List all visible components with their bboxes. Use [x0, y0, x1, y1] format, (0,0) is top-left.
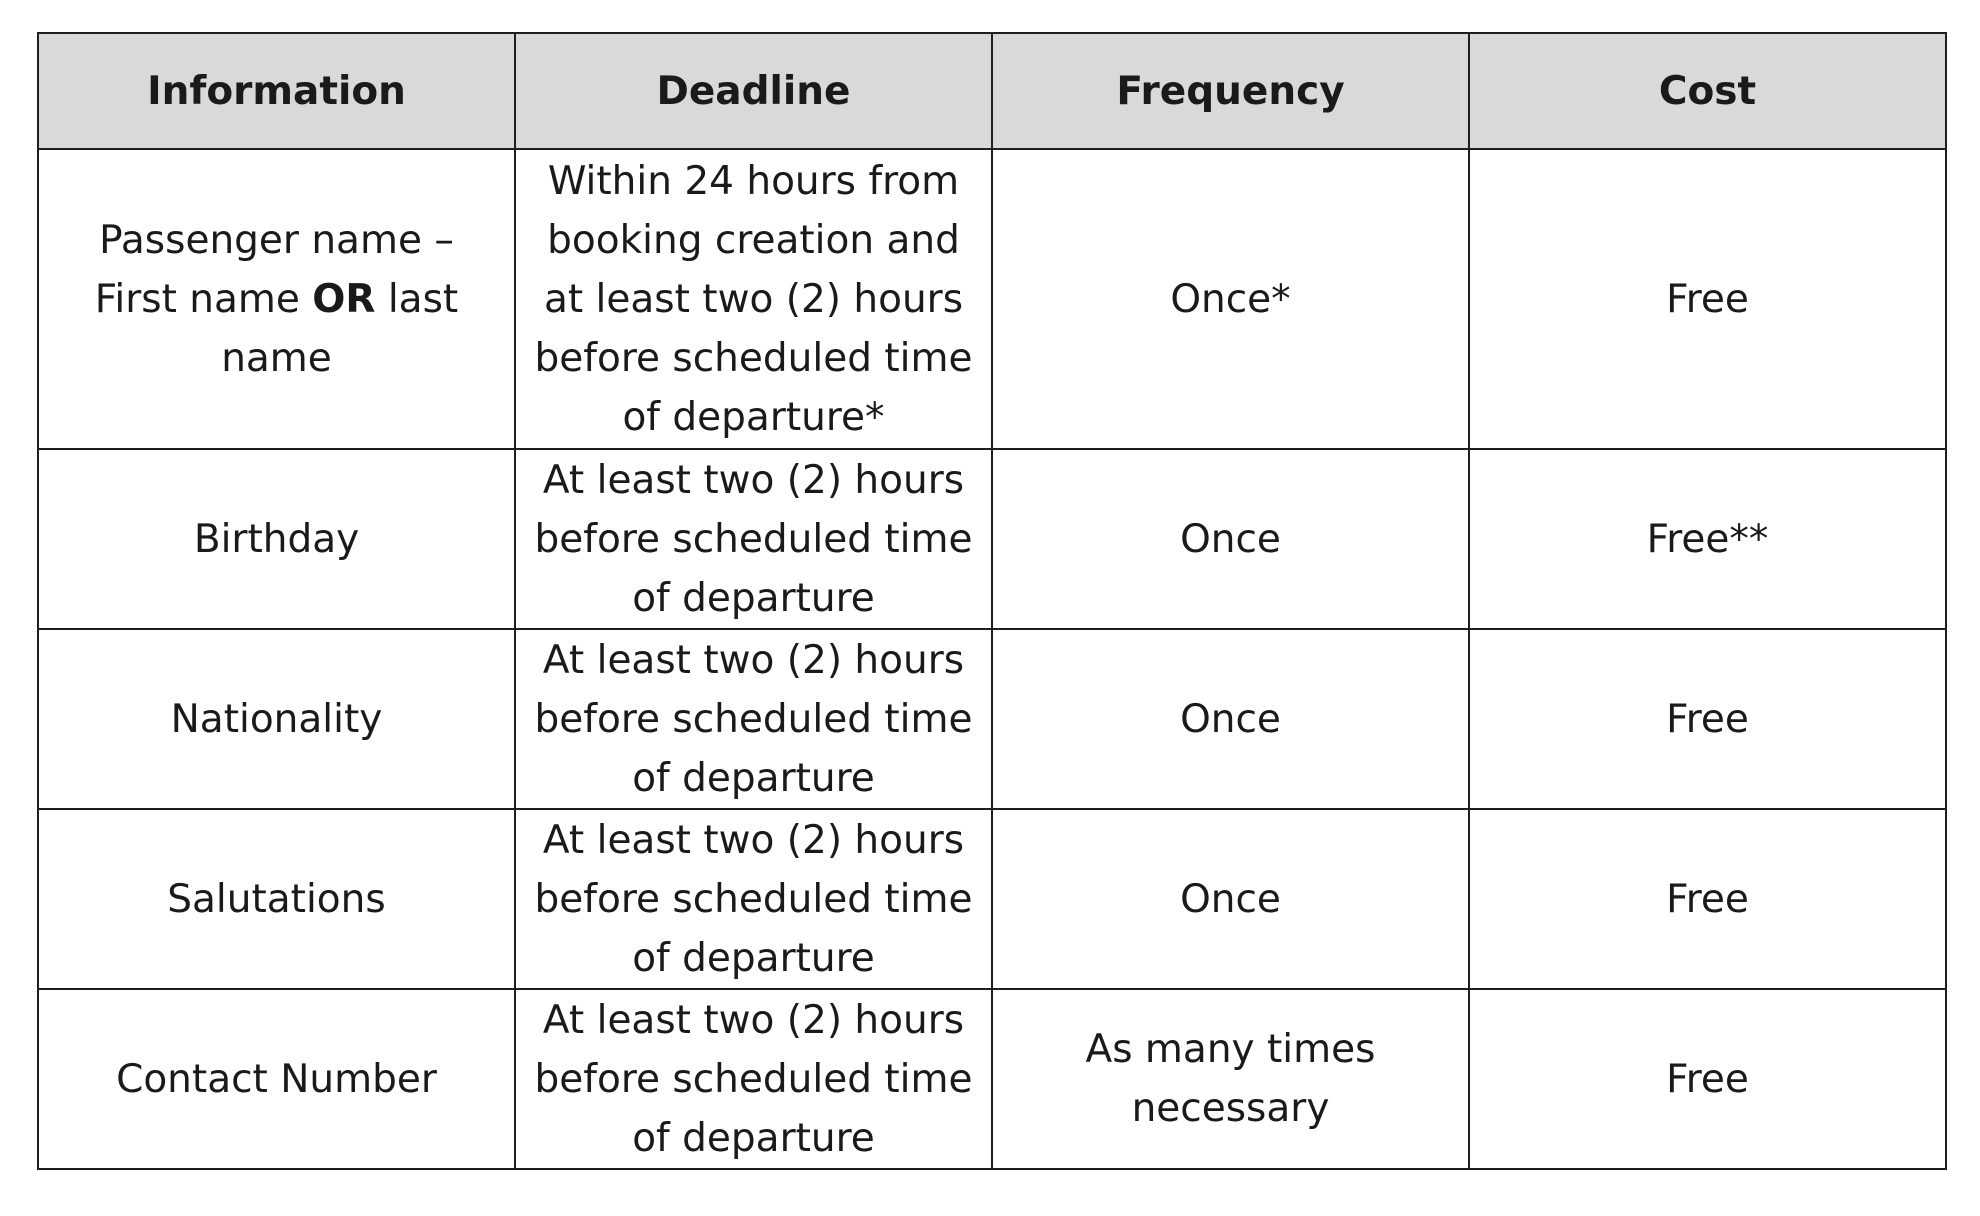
cell-frequency: Once	[992, 449, 1469, 629]
cell-frequency: Once*	[992, 149, 1469, 449]
table-row	[38, 629, 1946, 809]
information-emphasis: OR	[312, 276, 376, 322]
change-policy-table	[37, 32, 1947, 1170]
cell-information: Contact Number	[38, 989, 515, 1169]
cell-cost: Free	[1469, 809, 1946, 989]
change-policy-table-container	[37, 32, 1945, 1170]
cell-frequency: Once	[992, 629, 1469, 809]
cell-deadline: At least two (2) hours before scheduled time of departure	[515, 449, 992, 629]
cell-frequency: As many times necessary	[992, 989, 1469, 1169]
cell-information: Salutations	[38, 809, 515, 989]
cell-cost: Free	[1469, 149, 1946, 449]
cell-cost: Free	[1469, 989, 1946, 1169]
cell-deadline: At least two (2) hours before scheduled time of departure	[515, 989, 992, 1169]
cell-cost: Free	[1469, 629, 1946, 809]
information-text-part: Passenger name – First name	[94, 217, 454, 322]
table-row	[38, 989, 1946, 1169]
table-header	[38, 33, 1946, 149]
cell-frequency: Once	[992, 809, 1469, 989]
cell-information: Birthday	[38, 449, 515, 629]
table-body	[38, 149, 1946, 1169]
table-row	[38, 449, 1946, 629]
header-cost: Cost	[1469, 33, 1946, 149]
information-text-part: last name	[221, 276, 459, 381]
cell-information	[38, 149, 515, 449]
cell-cost: Free**	[1469, 449, 1946, 629]
cell-deadline: Within 24 hours from booking creation and at least two (2) hours before scheduled time of departure*	[515, 149, 992, 449]
header-row	[38, 33, 1946, 149]
table-row	[38, 149, 1946, 449]
cell-information: Nationality	[38, 629, 515, 809]
table-row	[38, 809, 1946, 989]
cell-deadline: At least two (2) hours before scheduled time of departure	[515, 629, 992, 809]
cell-deadline: At least two (2) hours before scheduled time of departure	[515, 809, 992, 989]
header-deadline: Deadline	[515, 33, 992, 149]
header-information: Information	[38, 33, 515, 149]
header-frequency: Frequency	[992, 33, 1469, 149]
